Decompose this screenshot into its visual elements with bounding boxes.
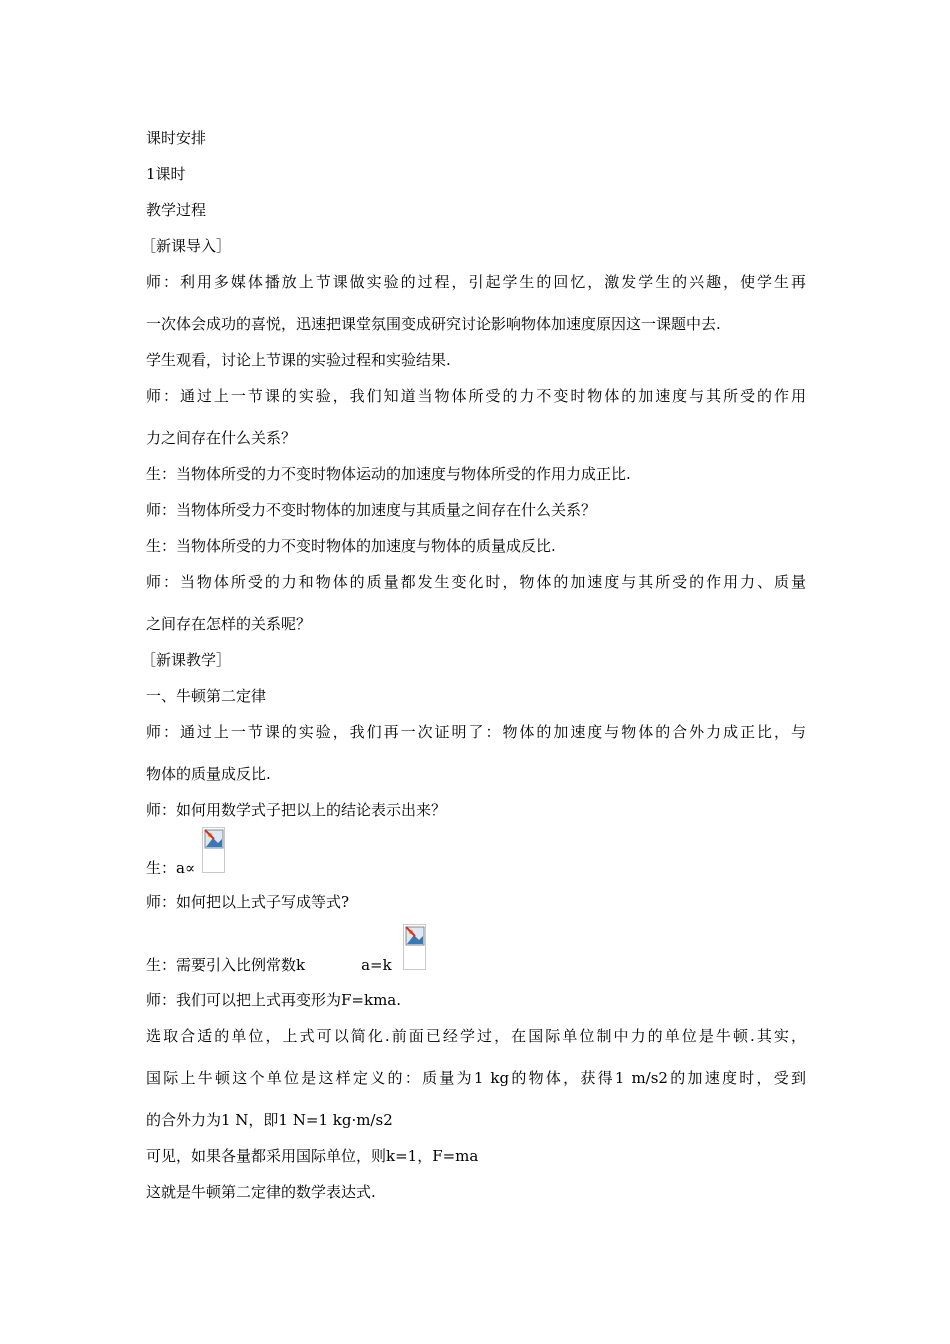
paragraph-line: 一次体会成功的喜悦，迅速把课堂氛围变成研究讨论影响物体加速度原因这一课题中去.: [146, 315, 721, 333]
paragraph-line: 学生观看，讨论上节课的实验过程和实验结果.: [146, 351, 451, 369]
paragraph-line: 国际上牛顿这个单位是这样定义的：质量为1 kg的物体，获得1 m/s2的加速度时，受到: [146, 1069, 806, 1087]
formula-equal-text: a=k: [361, 956, 392, 974]
paragraph-line: 师：利用多媒体播放上节课做实验的过程，引起学生的回忆，激发学生的兴趣，使学生再: [146, 273, 806, 291]
paragraph-line: [146, 955, 392, 975]
paragraph-line: 师：如何把以上式子写成等式?: [146, 893, 350, 911]
paragraph-line: 师：如何用数学式子把以上的结论表示出来？: [146, 801, 447, 819]
heading-newton-second-law: 一、牛顿第二定律: [146, 687, 267, 705]
section-intro: ［新课导入］: [141, 237, 232, 255]
paragraph-line: 师：我们可以把上式再变形为F=kma.: [146, 991, 402, 1009]
broken-image-icon: [403, 924, 426, 970]
paragraph-line: 师：当物体所受力不变时物体的加速度与其质量之间存在什么关系？: [146, 501, 597, 519]
section-teaching: ［新课教学］: [141, 651, 232, 669]
paragraph-line: 这就是牛顿第二定律的数学表达式.: [146, 1183, 376, 1201]
paragraph-line: 生：当物体所受的力不变时物体的加速度与物体的质量成反比.: [146, 537, 556, 555]
paragraph-line: 的合外力为1 N，即1 N=1 kg·m/s2: [146, 1111, 393, 1129]
paragraph-line: 生：当物体所受的力不变时物体运动的加速度与物体所受的作用力成正比.: [146, 465, 631, 483]
paragraph-line: 力之间存在什么关系？: [146, 429, 297, 447]
broken-image-icon: [202, 827, 225, 873]
paragraph-line: 师：通过上一节课的实验，我们知道当物体所受的力不变时物体的加速度与其所受的作用: [146, 387, 806, 405]
paragraph-line: 选取合适的单位，上式可以简化.前面已经学过，在国际单位制中力的单位是牛顿.其实，: [146, 1027, 806, 1045]
paragraph-line: 师：通过上一节课的实验，我们再一次证明了：物体的加速度与物体的合外力成正比，与: [146, 723, 806, 741]
paragraph-line: 师：当物体所受的力和物体的质量都发生变化时，物体的加速度与其所受的作用力、质量: [146, 573, 806, 591]
heading-schedule: 课时安排: [146, 129, 207, 147]
heading-process: 教学过程: [146, 201, 207, 219]
text-duration: 1课时: [146, 165, 186, 183]
paragraph-line: 可见，如果各量都采用国际单位，则k=1，F=ma: [146, 1147, 479, 1165]
paragraph-line: 之间存在怎样的关系呢？: [146, 615, 312, 633]
formula-proportional-text: 生：a∝: [146, 859, 196, 877]
paragraph-line: 物体的质量成反比.: [146, 765, 271, 783]
text-constant-k: 生：需要引入比例常数k: [146, 956, 306, 974]
paragraph-line: [146, 858, 195, 878]
